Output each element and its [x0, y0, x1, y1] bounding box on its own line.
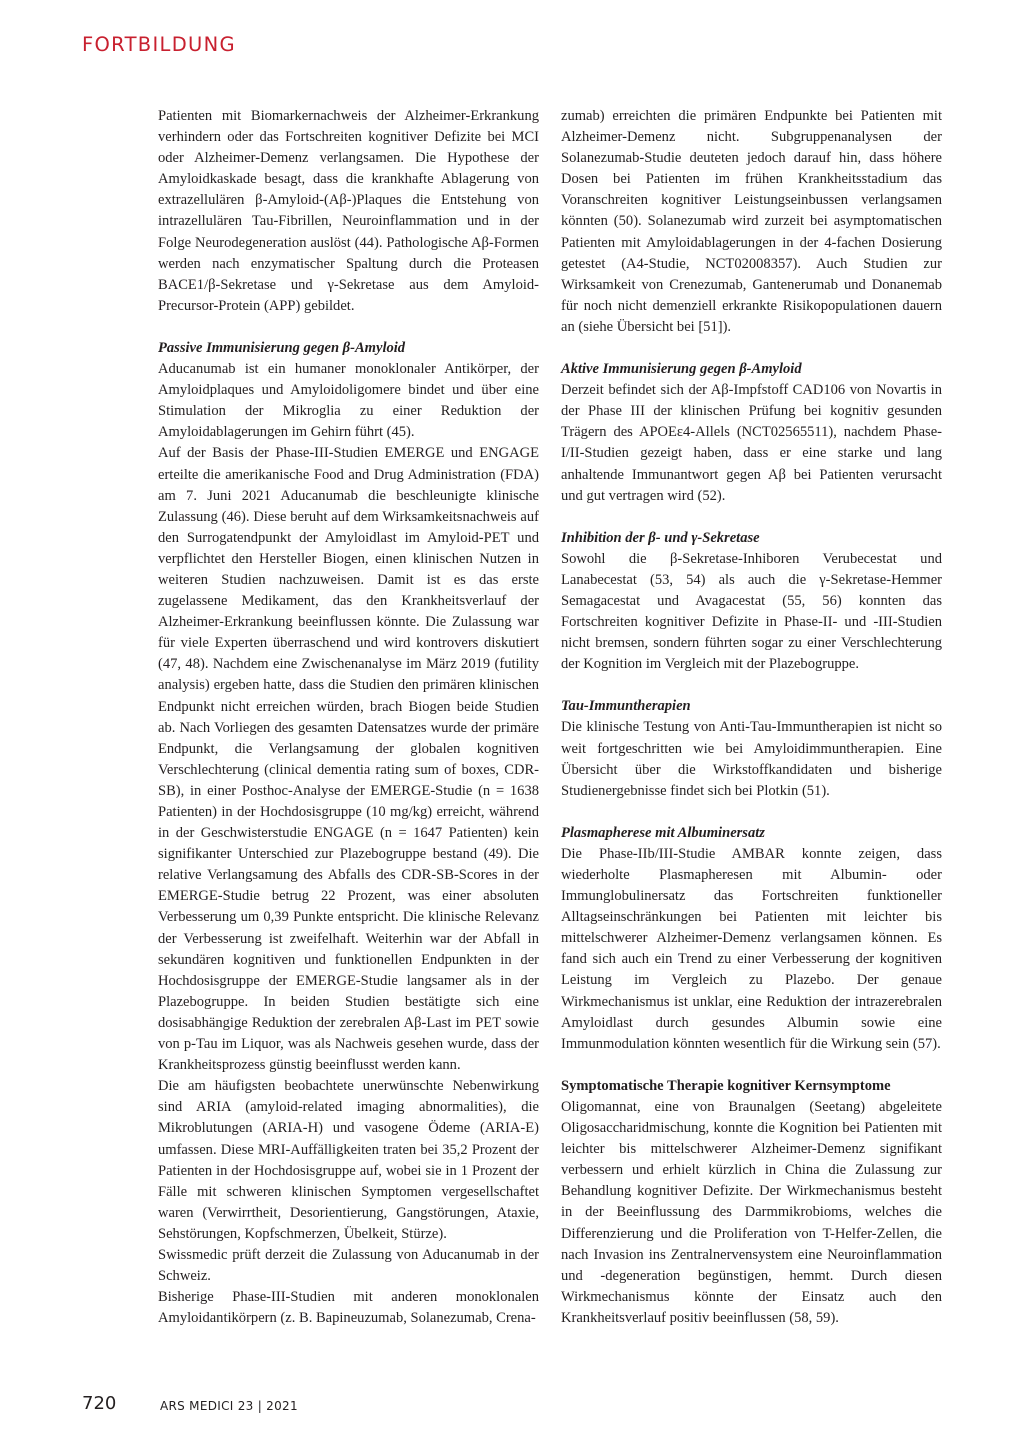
paragraph: Die klinische Testung von Anti-Tau-Immuntherapien ist nicht so weit fortgeschritten wie bei Amyloidimmuntherapien. Eine Übersicht über die Wirkstoffkandidaten und bisherige Studienergebnisse findet sich bei Plotkin (51). — [561, 719, 942, 799]
paragraph: Die am häufigsten beobachtete unerwünschte Nebenwirkung sind ARIA (amyloid-related imaging abnormalities), die Mikroblutungen (ARIA-H) und vasogene Ödeme (ARIA-E) umfassen. Diese MRI-Auffälligkeiten traten bei 35,2 Prozent der Patienten in der Hochdosisgruppe auf, wobei sie in 1 Prozent der Fälle mit schweren klinischen Symptomen vergesellschaftet waren (Verwirrtheit, Desorientierung, Gangstörungen, Ataxie, Sehstörungen, Kopfschmerzen, Übelkeit, Stürze). — [158, 1078, 539, 1242]
subheading-tau-immunotherapy: Tau-Immuntherapien — [561, 698, 691, 715]
paragraph: Auf der Basis der Phase-III-Studien EMERGE und ENGAGE erteilte die amerikanische Food and Drug Administration (FDA) am 7. Juni 2021 Aducanumab die beschleunigte klinische Zulassung (46). Diese beruht auf dem Wirksamkeitsnachweis auf den Surrogatendpunkt der Amyloidlast im Amyloid-PET und verpflichtet den Hersteller Biogen, einen klinischen Nutzen in weiteren Studien nachzuweisen. Damit ist es das erste zugelassene Medikament, das den Krankheitsverlauf der Alzheimer-Erkrankung beeinflussen könnte. Die Zulassung war für viele Experten überraschend und wird kontrovers diskutiert (47, 48). Nachdem eine Zwischenanalyse im März 2019 (futility analysis) ergeben hatte, dass die Studien den primären klinischen Endpunkt nicht erreichen würden, brach Biogen beide Studien ab. Nach Vorliegen des gesamten Datensatzes wurde der primäre Endpunkt, die Verlangsamung der globalen kognitiven Verschlechterung (clinical dementia rating sum of boxes, CDR-SB), in einer Posthoc-Analyse der EMERGE-Studie (n = 1638 Patienten) in der Hochdosisgruppe (10 mg/kg) erreicht, während in der Geschwisterstudie ENGAGE (n = 1647 Patienten) kein signifikanter Unterschied zur Plazebogruppe bestand (49). Die relative Verlangsamung des Abfalls des CDR-SB-Scores in der EMERGE-Studie betrug 22 Prozent, was einer absoluten Verbesserung um 0,39 Punkte entspricht. Die klinische Relevanz der Verbesserung ist zweifelhaft. Weiterhin war der Abfall in sekundären kognitiven und funktionellen Endpunkten in der Hochdosisgruppe der EMERGE-Studie langsamer als in der Plazebogruppe. In beiden Studien bestätigte sich eine dosisabhängige Reduktion der zerebralen Aβ-Last im PET sowie von p-Tau im Liquor, was als Nachweis gesehen wurde, dass der Krankheitsprozess günstig beeinflusst werden kann. — [158, 445, 539, 1074]
subheading-active-immunization: Aktive Immunisierung gegen β-Amyloid — [561, 361, 802, 378]
paragraph: Derzeit befindet sich der Aβ-Impfstoff CAD106 von Novartis in der Phase III der klinischen Prüfung bei kognitiv gesunden Trägern des APOEε4-Allels (NCT02565511), nachdem Phase-I/II-Studien gezeigt haben, dass er eine starke und lang anhaltende Immunantwort gegen Aβ bei Patienten verursacht und gut vertragen wird (52). — [561, 382, 942, 504]
subheading-plasmapheresis: Plasmapherese mit Albuminersatz — [561, 824, 765, 841]
subheading-symptomatic-therapy: Symptomatische Therapie kognitiver Kernsymptome — [561, 1077, 891, 1094]
subheading-passive-immunization: Passive Immunisierung gegen β-Amyloid — [158, 339, 406, 356]
paragraph: Swissmedic prüft derzeit die Zulassung von Aducanumab in der Schweiz. — [158, 1246, 539, 1285]
journal-name: ARS MEDICI 23 | 2021 — [160, 1399, 298, 1413]
paragraph: Bisherige Phase-III-Studien mit anderen monoklonalen Amyloidantikörpern (z. B. Bapineuzumab, Solanezumab, Crena- — [158, 1289, 539, 1327]
right-column — [561, 106, 942, 1329]
paragraph: zumab) erreichten die primären Endpunkte bei Patienten mit Alzheimer-Demenz nicht. Subgruppenanalysen der Solanezumab-Studie deuteten jedoch darauf hin, dass höhere Dosen bei Patienten im frühen Krankheitsstadium das Voranschreiten kognitiver Leistungseinbussen verlangsamen könnten (50). Solanezumab wird zurzeit bei asymptomatischen Patienten mit Amyloidablagerungen in der 4-fachen Dosierung getestet (A4-Studie, NCT02008357). Auch Studien zur Wirksamkeit von Crenezumab, Gantenerumab und Donanemab für noch nicht demenziell erkrankte Risikopopulationen dauern an (siehe Übersicht bei [51]). — [561, 108, 942, 335]
section-label: FORTBILDUNG — [82, 33, 236, 56]
left-column — [158, 106, 539, 1329]
paragraph: Sowohl die β-Sekretase-Inhiboren Verubecestat und Lanabecestat (53, 54) als auch die γ-Sekretase-Hemmer Semagacestat und Avagacestat (55, 56) konnten das Fortschreiten kognitiver Defizite in Phase-II- und -III-Studien nicht bremsen, sondern führten sogar zu einer Verschlechterung der Kognition im Vergleich mit der Plazebogruppe. — [561, 550, 942, 673]
paragraph: Oligomannat, eine von Braunalgen (Seetang) abgeleitete Oligosaccharidmischung, konnte die Kognition bei Patienten mit leichter bis mittelschwerer Alzheimer-Demenz signifikant verbessern und erhielt kürzlich in China die Zulassung zur Behandlung kognitiver Defizite. Der Wirkmechanismus besteht in der Beeinflussung des Darmmikrobioms, welches die Differenzierung und die Proliferation von T-Helfer-Zellen, die nach Invasion ins Zentralnervensystem eine Neuroinflammation und -degeneration begünstigen, hemmt. Durch diesen Wirkmechanismus könnte der Einsatz auch den Krankheitsverlauf positiv beeinflussen (58, 59). — [561, 1098, 942, 1326]
paragraph: Aducanumab ist ein humaner monoklonaler Antikörper, der Amyloidplaques und Amyloidoligomere bindet und über eine Stimulation der Mikroglia zu einer Reduktion der Amyloidablagerungen im Gehirn führt (45). — [158, 361, 539, 441]
subheading-secretase-inhibition: Inhibition der β- und γ-Sekretase — [561, 529, 760, 546]
page-number: 720 — [82, 1393, 117, 1414]
paragraph: Die Phase-IIb/III-Studie AMBAR konnte zeigen, dass wiederholte Plasmapheresen mit Albumin- oder Immunglobulinersatz das Fortschreiten funktioneller Alltagseinschränkungen bei Patienten mit leichter bis mittelschwerer Alzheimer-Demenz verlangsamen können. Es fand sich auch ein Trend zu einer Verbesserung der kognitiven Leistung im Vergleich zu Plazebo. Der genaue Wirkmechanismus ist unklar, eine Reduktion der intrazerebralen Amyloidlast durch gesundes Albumin sowie eine Immunmodulation könnten wesentlich für die Wirkung sein (57). — [561, 845, 942, 1052]
paragraph: Patienten mit Biomarkernachweis der Alzheimer-Erkrankung verhindern oder das Fortschreiten kognitiver Defizite bei MCI oder Alzheimer-Demenz verlangsamen. Die Hypothese der Amyloidkaskade besagt, dass die krankhafte Ablagerung von extrazellulären β-Amyloid-(Aβ-)Plaques die Entstehung von intrazellulären Tau-Fibrillen, Neuroinflammation und in der Folge Neurodegeneration auslöst (44). Pathologische Aβ-Formen werden nach enzymatischer Spaltung durch die Proteasen BACE1/β-Sekretase und γ-Sekretase aus dem Amyloid-Precursor-Protein (APP) gebildet. — [158, 108, 539, 314]
